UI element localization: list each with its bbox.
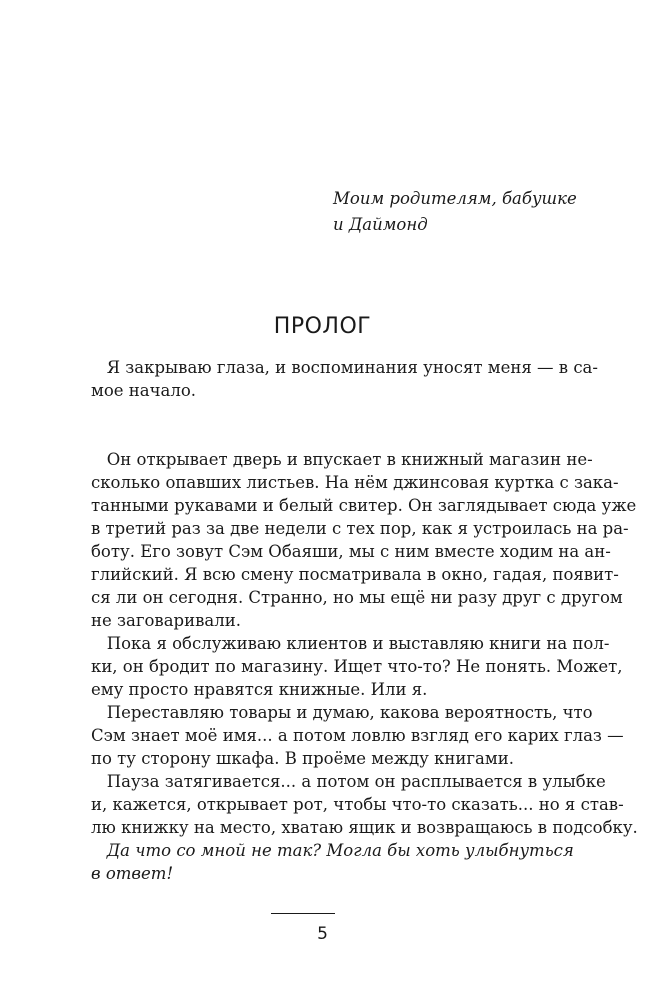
text-line: ся ли он сегодня. Странно, но мы ещё ни разу друг с другом <box>91 588 623 607</box>
text-line: лю книжку на место, хватаю ящик и возвращаюсь в подсобку. <box>91 818 638 837</box>
text-line: и, кажется, открывает рот, чтобы что-то сказать... но я став- <box>91 795 624 814</box>
text-line: ему просто нравятся книжные. Или я. <box>91 680 428 699</box>
text-line: боту. Его зовут Сэм Обаяши, мы с ним вместе ходим на ан- <box>91 542 611 561</box>
text-line: сколько опавших листьев. На нём джинсовая куртка с зака- <box>91 473 619 492</box>
text-line: мое начало. <box>91 381 197 400</box>
text-line: Переставляю товары и думаю, какова вероятность, что <box>91 703 593 722</box>
page-number-rule <box>271 913 335 914</box>
text-line: Пауза затягивается... а потом он расплывается в улыбке <box>91 772 606 791</box>
dedication <box>333 186 577 238</box>
text-line: Он открывает дверь и впускает в книжный магазин не- <box>91 450 593 469</box>
text-line: в третий раз за две недели с тех пор, как я устроилась на ра- <box>91 519 629 538</box>
text-line: Да что со мной не так? Могла бы хоть улыбнуться <box>91 841 574 860</box>
text-line: Пока я обслуживаю клиентов и выставляю книги на пол- <box>91 634 610 653</box>
text-line: по ту сторону шкафа. В проёме между книгами. <box>91 749 514 768</box>
page-number: 5 <box>317 924 328 944</box>
text-line <box>91 402 638 425</box>
body-text <box>91 356 638 885</box>
text-line: Я закрываю глаза, и воспоминания уносят меня — в са- <box>91 358 598 377</box>
text-line: танными рукавами и белый свитер. Он заглядывает сюда уже <box>91 496 637 515</box>
text-line <box>91 425 638 448</box>
chapter-title: ПРОЛОГ <box>273 314 372 339</box>
text-line: ки, он бродит по магазину. Ищет что-то? Не понять. Может, <box>91 657 623 676</box>
dedication-line: Моим родителям, бабушке <box>333 189 577 208</box>
text-line: в ответ! <box>91 864 174 883</box>
text-line: глийский. Я всю смену посматривала в окно, гадая, появит- <box>91 565 619 584</box>
text-line: не заговаривали. <box>91 611 241 630</box>
dedication-line: и Даймонд <box>333 215 428 234</box>
text-line: Сэм знает моё имя... а потом ловлю взгляд его карих глаз — <box>91 726 624 745</box>
